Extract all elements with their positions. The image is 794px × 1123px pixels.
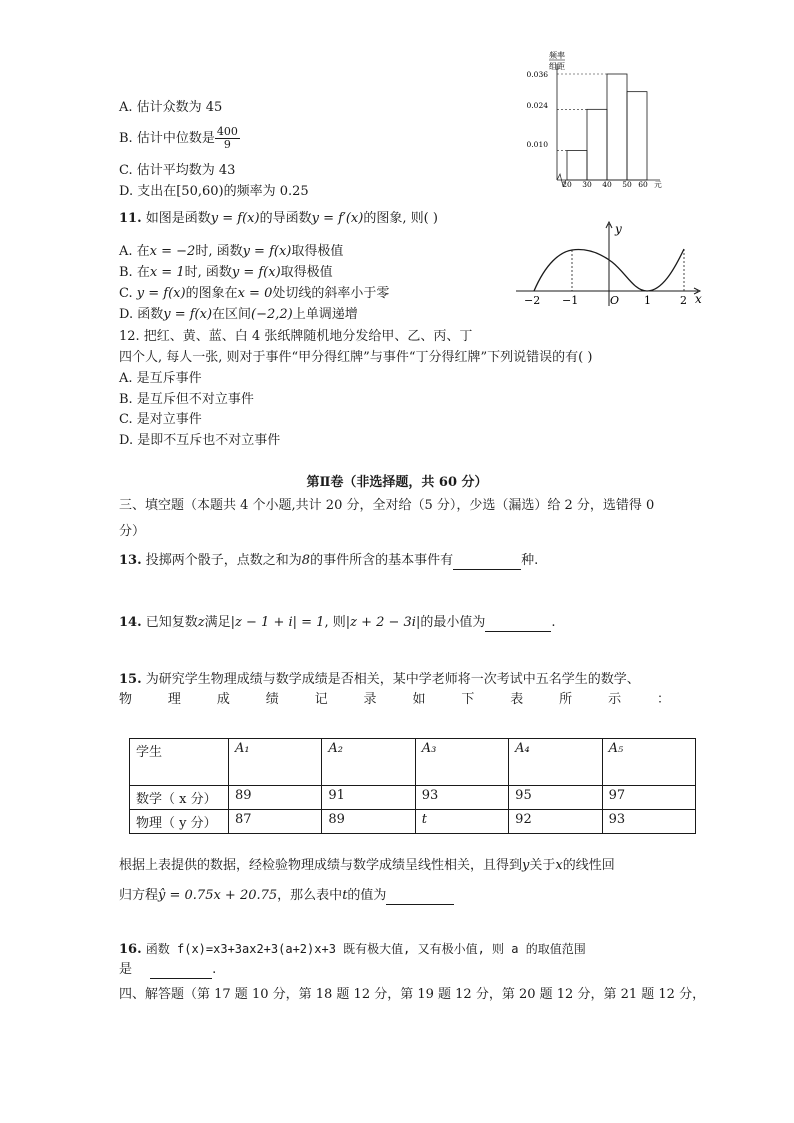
- section2-title: 第Ⅱ卷（非选择题，共 60 分）: [306, 475, 488, 490]
- q11-b-mid: 时, 函数: [184, 265, 232, 280]
- q15-after2-post: 的值为: [347, 888, 387, 903]
- q15-after1-x: x: [555, 858, 563, 873]
- table-row-label: 数学（ x 分）: [130, 786, 229, 810]
- q11-number: 11.: [119, 211, 142, 226]
- table-cell: 93: [415, 786, 508, 810]
- q12-line2: 四个人, 每人一张, 则对于事件“甲分得红牌”与事件“丁分得红牌”下列说错误的有( ): [119, 350, 593, 365]
- q14-number: 14.: [119, 615, 142, 630]
- q15-after1-mid: 关于: [529, 858, 556, 873]
- graph-x-label: x: [695, 292, 702, 306]
- frequency-histogram: [515, 48, 675, 188]
- q14-answer-blank[interactable]: [485, 617, 551, 632]
- q13-end: 种.: [521, 553, 539, 568]
- table-cell: 87: [229, 810, 322, 834]
- q11-c-mid: 的图象在: [185, 286, 238, 301]
- hist-x-unit: 元: [654, 180, 662, 188]
- table-header-cell: A₃: [415, 739, 508, 786]
- table-cell: 93: [602, 810, 695, 834]
- table-row-label: 物理（ y 分）: [130, 810, 229, 834]
- q10-option-b-text: B. 估计中位数是: [119, 131, 215, 146]
- q14-mid1: 满足: [204, 615, 231, 630]
- q15-line2-char: ：: [656, 692, 670, 707]
- q11-d-fn: y = f(x): [163, 307, 213, 322]
- q15-line2-char: 表: [510, 692, 524, 707]
- q16-line2: [119, 961, 216, 979]
- hist-ytick-0: 0.036: [526, 70, 548, 79]
- q15-after1-post: 的线性回: [562, 858, 615, 873]
- table-header-cell: A₂: [322, 739, 415, 786]
- graph-tick-1: 1: [644, 294, 651, 307]
- q15-answer-blank[interactable]: [386, 890, 454, 905]
- q15-line2-char: 下: [461, 692, 475, 707]
- q15-line2-char: 物: [119, 692, 133, 707]
- q12-option-a: A. 是互斥事件: [119, 371, 202, 386]
- q15-line2: [119, 691, 670, 709]
- q16-number: 16.: [119, 942, 142, 957]
- hist-xtick-4: 60: [638, 180, 648, 188]
- graph-tick-minus1: −1: [562, 294, 579, 307]
- hist-xtick-1: 30: [582, 180, 592, 188]
- section4-instructions: 四、解答题（第 17 题 10 分，第 18 题 12 分，第 19 题 12 分，第 20 题 12 分，第 21 题 12 分，: [119, 987, 706, 1002]
- derivative-graph: [512, 218, 710, 310]
- table-header-cell: 学生: [130, 739, 229, 786]
- table-cell: 92: [509, 810, 602, 834]
- q13-answer-blank[interactable]: [453, 555, 521, 570]
- q12-line1: 12. 把红、黄、蓝、白 4 张纸牌随机地分发给甲、乙、丙、丁: [119, 329, 473, 344]
- hist-ytick-2: 0.010: [526, 140, 548, 149]
- table-header-cell: A₅: [602, 739, 695, 786]
- q15-after2-mid: ，那么表中: [277, 888, 343, 903]
- q11-a-fn: y = f(x): [242, 244, 292, 259]
- q11-c-cond: x = 0: [237, 286, 273, 301]
- hist-xtick-3: 50: [622, 180, 632, 188]
- q10-option-b-fraction: [215, 126, 240, 151]
- q11-d-interval: (−2,2): [251, 307, 293, 322]
- q11-option-a: [119, 243, 343, 261]
- table-cell: 89: [322, 810, 415, 834]
- hist-ylabel-top: 频率: [549, 51, 565, 60]
- q15-after2-t: t: [342, 888, 348, 903]
- q11-option-b: [119, 264, 333, 282]
- q15-line2-char: 录: [363, 692, 377, 707]
- q16-line2-text: 是: [119, 962, 133, 977]
- q15-score-table: [129, 738, 696, 834]
- q15-line2-char: 记: [314, 692, 328, 707]
- q15-after1-y: y: [522, 858, 530, 873]
- q15-after-line2: [119, 887, 454, 905]
- q10-option-c: C. 估计平均数为 43: [119, 163, 236, 178]
- q11-b-pre: B. 在: [119, 265, 150, 280]
- q11-option-d: [119, 306, 358, 324]
- section3-instructions-line2: 分）: [119, 524, 146, 539]
- q15-line2-char: 理: [167, 692, 181, 707]
- q11-fx: y = f(x): [210, 211, 260, 226]
- hist-bar: [607, 74, 627, 180]
- graph-tick-minus2: −2: [524, 294, 541, 307]
- hist-xtick-2: 40: [602, 180, 612, 188]
- q11-d-mid: 在区间: [212, 307, 252, 322]
- table-cell: 91: [322, 786, 415, 810]
- q13-sum: 8: [301, 553, 311, 568]
- q14-condition: |z − 1 + i| = 1: [230, 615, 325, 630]
- q15-stem: 为研究学生物理成绩与数学成绩是否相关，某中学老师将一次考试中五名学生的数学、: [145, 672, 640, 687]
- q11-stem-b: 的导函数: [259, 211, 312, 226]
- q11-b-cond: x = 1: [149, 265, 185, 280]
- table-cell: t: [415, 810, 508, 834]
- q14-z: z: [197, 615, 205, 630]
- q14-end: .: [551, 615, 556, 630]
- q11-d-post: 上单调递增: [292, 307, 358, 322]
- q14-expression: |z + 2 − 3i|: [345, 615, 421, 630]
- hist-ytick-1: 0.024: [526, 101, 548, 110]
- q10-option-b: [119, 126, 240, 151]
- q13-pre: 投掷两个骰子，点数之和为: [145, 553, 302, 568]
- q12-option-d: D. 是即不互斥也不对立事件: [119, 433, 281, 448]
- q11-b-post: 取得极值: [280, 265, 333, 280]
- section3-instructions-line1: 三、填空题（本题共 4 个小题,共计 20 分，全对给（5 分），少选（漏选）给 2 分，选错得 0: [119, 498, 655, 513]
- q11-c-pre: C.: [119, 286, 133, 301]
- table-cell: 95: [509, 786, 602, 810]
- table-header-cell: A₄: [509, 739, 602, 786]
- table-cell: 89: [229, 786, 322, 810]
- q15-after2-pre: 归方程: [119, 888, 159, 903]
- q11-c-post: 处切线的斜率小于零: [272, 286, 390, 301]
- q13: [119, 552, 538, 570]
- q11-fpx: y = f′(x): [311, 211, 364, 226]
- hist-ylabel-bottom: 组距: [549, 62, 565, 71]
- hist-bar: [587, 109, 607, 180]
- q10-option-d: D. 支出在[50,60)的频率为 0.25: [119, 184, 309, 199]
- graph-tick-2: 2: [680, 294, 687, 307]
- q11-c-fn: y = f(x): [136, 286, 186, 301]
- table-cell: 97: [602, 786, 695, 810]
- q16-answer-blank[interactable]: [150, 964, 212, 979]
- q11-b-fn: y = f(x): [231, 265, 281, 280]
- q15-line2-char: 如: [412, 692, 426, 707]
- q11-a-cond: x = −2: [149, 244, 196, 259]
- q16-end: .: [212, 962, 217, 977]
- q15-line2-char: 所: [559, 692, 573, 707]
- q13-post: 的事件所含的基本事件有: [310, 553, 454, 568]
- q11-stem-a: 如图是函数: [145, 211, 211, 226]
- fraction-denominator: 9: [223, 138, 231, 151]
- hist-xtick-0: 20: [562, 180, 572, 188]
- q14-pre: 已知复数: [145, 615, 198, 630]
- q15-after1-pre: 根据上表提供的数据，经检验物理成绩与数学成绩呈线性相关，且得到: [119, 858, 523, 873]
- q12-option-c: C. 是对立事件: [119, 412, 202, 427]
- q15-line2-char: 示: [608, 692, 622, 707]
- q15-regression-equation: ŷ = 0.75x + 20.75: [158, 888, 278, 903]
- graph-origin: O: [610, 294, 620, 307]
- q11-a-pre: A. 在: [119, 244, 150, 259]
- graph-y-label: y: [615, 222, 622, 236]
- q13-number: 13.: [119, 553, 142, 568]
- table-header-row: [130, 739, 696, 786]
- q11-stem-c: 的图象, 则( ): [363, 211, 438, 226]
- q12-option-b: B. 是互斥但不对立事件: [119, 392, 254, 407]
- q11-option-c: [119, 285, 389, 303]
- q11-a-mid: 时, 函数: [195, 244, 243, 259]
- table-row: [130, 786, 696, 810]
- q16-line1: [119, 940, 586, 959]
- q11-a-post: 取得极值: [291, 244, 344, 259]
- q16-stem: 函数 f(x)=x3+3ax2+3(a+2)x+3 既有极大值, 又有极小值, 则 a 的取值范围: [145, 942, 586, 956]
- q14-mid2: , 则: [324, 615, 346, 630]
- fraction-numerator: 400: [216, 125, 238, 138]
- q15-number: 15.: [119, 672, 142, 687]
- q14-post: 的最小值为: [420, 615, 486, 630]
- q15-line2-char: 成: [216, 692, 230, 707]
- hist-bar: [567, 151, 587, 180]
- q14: [119, 614, 555, 632]
- q11-stem: [119, 210, 438, 228]
- hist-bar: [627, 92, 647, 180]
- q15-line1: [119, 671, 640, 689]
- q10-option-a: A. 估计众数为 45: [119, 100, 223, 115]
- q15-after-line1: [119, 857, 615, 875]
- table-header-cell: A₁: [229, 739, 322, 786]
- q11-d-pre: D. 函数: [119, 307, 164, 322]
- table-row: [130, 810, 696, 834]
- q15-line2-char: 绩: [265, 692, 279, 707]
